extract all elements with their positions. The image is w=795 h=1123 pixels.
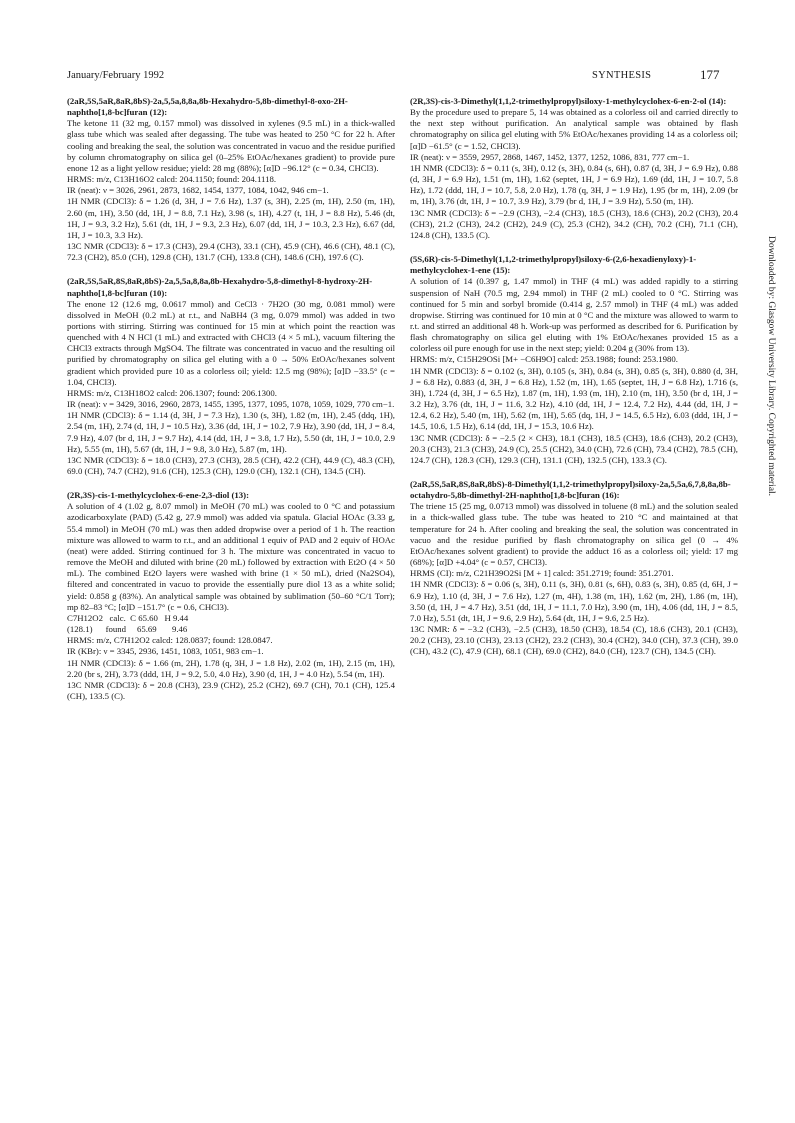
analysis-calc-line: C7H12O2 calc. C 65.60 H 9.44 [67,612,189,623]
entry-compound-15 [410,254,738,466]
hrms-text: HRMS: m/z, C7H12O2 calcd: 128.0837; found: 128.0847. [67,635,273,646]
ir-text: IR (neat): ν = 3429, 3016, 2960, 2873, 1455, 1395, 1377, 1095, 1078, 1059, 1029, 770 cm−1. [67,399,395,410]
h-nmr-text: 1H NMR (CDCl3): δ = 1.66 (m, 2H), 1.78 (q, 3H, J = 1.8 Hz), 2.02 (m, 1H), 2.15 (m, 1H), 2.20 (br s, 2H), 3.73 (ddd, 1H, J = 9.2, 5.0, 4.0 Hz), 3.90 (d, 1H, J = 4.0 Hz), 5.54 (m, 1H). [67,657,395,679]
procedure-text: A solution of 4 (1.02 g, 8.07 mmol) in MeOH (70 mL) was cooled to 0 °C and potassium azodicarboxylate (PAD) (5.42 g, 27.9 mmol) was added via spatula. Glacial HOAc (3.33 g, 55.4 mmol) in MeOH (70 mL) was then added dropwise over a period of 1 h. The reaction mixture was allowed to warm to r.t., and an additional 1 equiv of PAD and 2 equiv of HOAc (neat) were added. Stirring continued for 3 h. The mixture was concentrated in vacuo to remove the MeOH and diluted with brine (20 mL) followed by extraction with Et2O (4 × 50 mL). The combined Et2O layers were washed with brine (1 × 50 mL), dried (Na2SO4), filtered and concentrated in vacuo to provide the essentially pure diol 13 as a white solid; yield: 0.858 g (83%). An analytical sample was obtained by sublimation (50–60 °C/1 Torr); mp 82–83 °C; [α]D −151.7° (c = 0.6, CHCl3). [67,501,395,612]
page-number: 177 [700,67,720,82]
c-nmr-text: 13C NMR (CDCl3): δ = 18.0 (CH3), 27.3 (CH3), 28.5 (CH), 42.2 (CH), 44.9 (C), 48.3 (CH), 69.0 (CH), 74.7 (CH2), 91.6 (CH), 125.3 (CH), 129.0 (CH), 132.1 (CH), 134.5 (CH). [67,454,395,476]
entry-title: (2aR,5S,5aR,8aR,8bS)-2a,5,5a,8,8a,8b-Hexahydro-5,8b-dimethyl-8-oxo-2H-naphtho[1,8-bc]furan (12): [67,96,348,118]
running-header-date: January/February 1992 [67,70,165,81]
h-nmr-text: 1H NMR (CDCl3): δ = 0.06 (s, 3H), 0.11 (s, 3H), 0.81 (s, 6H), 0.83 (s, 3H), 0.85 (d, 6H, J = 6.9 Hz), 1.10 (d, 3H, J = 7.6 Hz), 1.27 (m, 4H), 1.38 (m, 1H), 1.62 (m, 2H), 1.86 (m, 1H), 3.50 (d, 1H, J = 4.7 Hz), 3.51 (dd, 1H, J = 11.1, 7.0 Hz), 3.90 (m, 1H), 4.06 (dd, 1H, J = 8.5, 7.0 Hz), 5.51 (dt, 1H, J = 9.6, 2.9 Hz), 5.64 (dt, 1H, J = 9.6, 2.5 Hz). [410,579,738,623]
procedure-text: A solution of 14 (0.397 g, 1.47 mmol) in THF (4 mL) was added rapidly to a stirring suspension of NaH (70.5 mg, 2.94 mmol) in THF (2 mL) cooled to 0 °C. Stirring was continued for 5 min and sorbyl bromide (0.414 g, 2.57 mmol) in THF (4 mL) was added dropwise. Stirring was continued for 10 min at 0 °C and the mixture was allowed to warm to r.t. and stirred an additional 48 h. Work-up was performed as described for 6. Purification by flash chromatography on silica gel eluting with 1% EtOAc/hexanes provided 15 as a colorless oil pure enough for use in the next step; yield: 0.204 g (30% from 13). [410,276,738,354]
procedure-text: The ketone 11 (32 mg, 0.157 mmol) was dissolved in xylenes (9.5 mL) in a thick-walled glass tube which was sealed after degassing. The tube was heated to 250 °C for 22 h. After cooling and breaking the seal, the solution was concentrated in vacuo and the residue purified by column chromatography on silica gel (0–25% EtOAc/hexanes gradient) to provide pure enone 12 as a light yellow residue; yield: 28 mg (88%); [α]D −96.12° (c = 0.34, CHCl3). [67,118,395,173]
entry-title: (2R,3S)-cis-1-methylcyclohex-6-ene-2,3-diol (13): [67,490,250,501]
ir-text: IR (neat): ν = 3026, 2961, 2873, 1682, 1454, 1377, 1084, 1042, 946 cm−1. [67,185,329,196]
hrms-text: HRMS: m/z, C13H18O2 calcd: 206.1307; found: 206.1300. [67,387,277,398]
ir-text: IR (KBr): ν = 3345, 2936, 1451, 1083, 1051, 983 cm−1. [67,646,264,657]
entry-compound-13 [67,490,395,702]
c-nmr-text: 13C NMR (CDCl3): δ = 17.3 (CH3), 29.4 (CH3), 33.1 (CH), 45.9 (CH), 46.6 (CH), 48.1 (C), 72.3 (CH2), 85.0 (CH), 129.8 (CH), 131.7 (CH), 133.8 (CH), 148.6 (CH), 197.6 (C). [67,241,395,263]
h-nmr-text: 1H NMR (CDCl3): δ = 0.102 (s, 3H), 0.105 (s, 3H), 0.84 (s, 3H), 0.85 (s, 3H), 0.880 (d, 3H, J = 6.8 Hz), 0.883 (d, 3H, J = 6.8 Hz), 1.52 (m, 1H), 1.65 (septet, 1H, J = 6.8 Hz), 1.716 (s, 3H), 1.724 (d, 3H, J = 6.5 Hz), 1.87 (m, 1H), 1.93 (m, 1H), 2.10 (m, 1H), 3.50 (br d, 1H, J = 3.2 Hz), 3.76 (dt, 1H, J = 11.6, 3.2 Hz), 4.10 (dd, 1H, J = 12.4, 7.2 Hz), 4.44 (dd, 1H, J = 12.4, 6.2 Hz), 5.40 (m, 1H), 5.62 (m, 1H), 5.65 (dq, 1H, J = 14.5, 6.5 Hz), 6.03 (ddd, 1H, J = 14.5, 10.6, 1.5 Hz), 6.14 (dd, 1H, J = 15.3, 10.6 Hz). [410,365,738,432]
c-nmr-text: 13C NMR (CDCl3): δ = 20.8 (CH3), 23.9 (CH2), 25.2 (CH2), 69.7 (CH), 70.1 (CH), 125.4 (CH), 133.5 (C). [67,679,395,701]
c-nmr-text: 13C NMR (CDCl3): δ = −2.9 (CH3), −2.4 (CH3), 18.5 (CH3), 18.6 (CH3), 20.2 (CH3), 20.4 (CH3), 21.2 (CH3), 24.2 (CH2), 24.9 (C), 25.3 (CH2), 34.2 (CH), 70.2 (CH), 71.1 (CH), 124.8 (CH), 133.5 (C). [410,207,738,240]
download-watermark [766,236,776,696]
hrms-text: HRMS: m/z, C13H16O2 calcd: 204.1150; found: 204.1118. [67,174,277,185]
left-column [67,96,395,715]
hrms-text: HRMS: m/z, C15H29OSi [M+ −C6H9O] calcd: 253.1988; found: 253.1980. [410,354,678,365]
c-nmr-text: 13C NMR (CDCl3): δ = −2.5 (2 × CH3), 18.1 (CH3), 18.5 (CH3), 18.6 (CH3), 20.2 (CH3), 20.3 (CH3), 21.3 (CH3), 24.9 (C), 25.5 (CH2), 34.0 (CH), 72.6 (CH), 73.4 (CH2), 78.5 (CH), 124.7 (CH), 128.3 (CH), 129.3 (CH), 131.1 (CH), 132.5 (CH), 133.3 (C). [410,432,738,465]
right-column [410,96,738,671]
entry-title: (2aR,5S,5aR,8S,8aR,8bS)-2a,5,5a,8,8a,8b-Hexahydro-5,8-dimethyl-8-hydroxy-2H-naphtho[1,8-bc]furan (10): [67,276,373,298]
entry-title: (2aR,5S,5aR,8S,8aR,8bS)-8-Dimethyl(1,1,2-trimethylpropyl)siloxy-2a,5,5a,6,7,8,8a,8b-octahydro-5,8b-dimethyl-2H-naphtho[1,8-bc]furan (16): [410,479,731,501]
running-header-journal: SYNTHESIS [592,70,652,81]
ir-text: IR (neat): ν = 3559, 2957, 2868, 1467, 1452, 1377, 1252, 1086, 831, 777 cm−1. [410,151,690,162]
entry-compound-16 [410,479,738,658]
procedure-text: By the procedure used to prepare 5, 14 was obtained as a colorless oil and carried directly to the next step without purification. An analytical sample was obtained by flash chromatography on silica gel eluting with 5% EtOAc/hexanes providing 14 as a colorless oil; [α]D −61.5° (c = 1.52, CHCl3). [410,107,738,151]
entry-compound-14 [410,96,738,241]
entry-compound-12 [67,96,395,263]
procedure-text: The enone 12 (12.6 mg, 0.0617 mmol) and CeCl3 · 7H2O (30 mg, 0.081 mmol) were dissolved in MeOH (0.2 mL) at r.t., and NaBH4 (3 mg, 0.079 mmol) was added in two portions with stirring. Stirring was continued for 15 min at which point the reaction was quenched with 4 N HCl (1 mL) and extracted with CHCl3 (4 × 5 mL), vacuum filtering the CHCl3 extracts through MgSO4. The filtrate was concentrated in vacuo and the resulting oil purified by chromatography on silica gel eluting with a 0 → 50% EtOAc/hexanes solvent gradient which provided pure 10 as a colorless oil; yield: 12.5 mg (98%); [α]D −33.5° (c = 1.04, CHCl3). [67,298,395,387]
entry-title: (5S,6R)-cis-5-Dimethyl(1,1,2-trimethylpropyl)siloxy-6-(2,6-hexadienyloxy)-1-methylcyclohex-1-ene (15): [410,254,697,276]
entry-title: (2R,3S)-cis-3-Dimethyl(1,1,2-trimethylpropyl)siloxy-1-methylcyclohex-6-en-2-ol (14): [410,96,727,106]
h-nmr-text: 1H NMR (CDCl3): δ = 1.14 (d, 3H, J = 7.3 Hz), 1.30 (s, 3H), 1.82 (m, 1H), 2.45 (ddq, 1H), 2.54 (m, 1H), 2.74 (d, 1H, J = 10.5 Hz), 3.36 (dd, 1H, J = 10.2, 7.9 Hz), 3.90 (dd, 1H, J = 8.4, 7.9 Hz), 4.07 (br d, 1H, J = 9.7 Hz), 4.14 (dd, 1H, J = 3.8, 1.7 Hz), 5.50 (dt, 1H, J = 10.0, 2.9 Hz), 5.55 (m, 1H), 5.67 (dt, 1H, J = 9.8, 3.0 Hz), 5.87 (m, 1H). [67,410,395,454]
entry-compound-10 [67,276,395,477]
procedure-text: The triene 15 (25 mg, 0.0713 mmol) was dissolved in toluene (8 mL) and the solution sealed in a thick-walled glass tube. The tube was heated to 210 °C and maintained at that temperature for 24 h. After cooling and breaking the seal, the solution was concentrated in vacuo and the residue purified by flash chromatography on silica gel (0 → 4% EtOAc/hexanes solvent gradient) to provide the adduct 16 as a colorless oil; yield: 17 mg (68%); [α]D +4.04° (c = 0.57, CHCl3). [410,501,738,568]
download-watermark-text: Downloaded by: Glasgow University Library. Copyrighted material. [766,236,776,497]
h-nmr-text: 1H NMR (CDCl3): δ = 0.11 (s, 3H), 0.12 (s, 3H), 0.84 (s, 6H), 0.87 (d, 3H, J = 6.9 Hz), 0.88 (d, 3H, J = 6.9 Hz), 1.51 (m, 1H), 1.62 (septet, 1H, J = 6.9 Hz), 1.69 (dd, 1H, J = 10.7, 5.8 Hz), 1.72 (ddd, 1H, J = 10.7, 5.8, 2.0 Hz), 1.78 (q, 3H, J = 1.9 Hz), 1.95 (br m, 1H), 2.09 (br m, 1H), 3.76 (dt, 1H, J = 10.7, 3.9 Hz), 3.79 (br d, 1H, J = 3.9 Hz), 5.50 (m, 1H). [410,162,738,207]
c-nmr-text: 13C NMR: δ = −3.2 (CH3), −2.5 (CH3), 18.50 (CH3), 18.54 (C), 18.6 (CH3), 20.1 (CH3), 20.2 (CH3), 23.10 (CH3), 23.13 (CH2), 23.2 (CH3), 30.4 (CH2), 34.0 (CH), 37.3 (CH), 39.0 (CH), 43.2 (C), 47.9 (CH), 68.1 (CH), 69.0 (CH2), 84.0 (CH), 123.7 (CH), 134.5 (CH). [410,624,738,657]
analysis-found-line: (128.1) found 65.69 9.46 [67,624,188,635]
h-nmr-text: 1H NMR (CDCl3): δ = 1.26 (d, 3H, J = 7.6 Hz), 1.37 (s, 3H), 2.25 (m, 1H), 2.50 (m, 1H), 2.60 (m, 1H), 3.50 (dd, 1H, J = 8.8, 7.1 Hz), 3.98 (s, 1H), 4.27 (t, 1H, J = 8.8 Hz), 5.46 (dt, 1H, J = 9.3, 3.2 Hz), 5.61 (dt, 1H, J = 9.3, 2.3 Hz), 6.07 (dd, 1H, J = 10.3, 2.3 Hz), 6.67 (dd, 1H, J = 10.3, 3.3 Hz). [67,196,395,240]
hrms-text: HRMS (CI): m/z, C21H39O2Si [M + 1] calcd: 351.2719; found: 351.2701. [410,568,674,579]
